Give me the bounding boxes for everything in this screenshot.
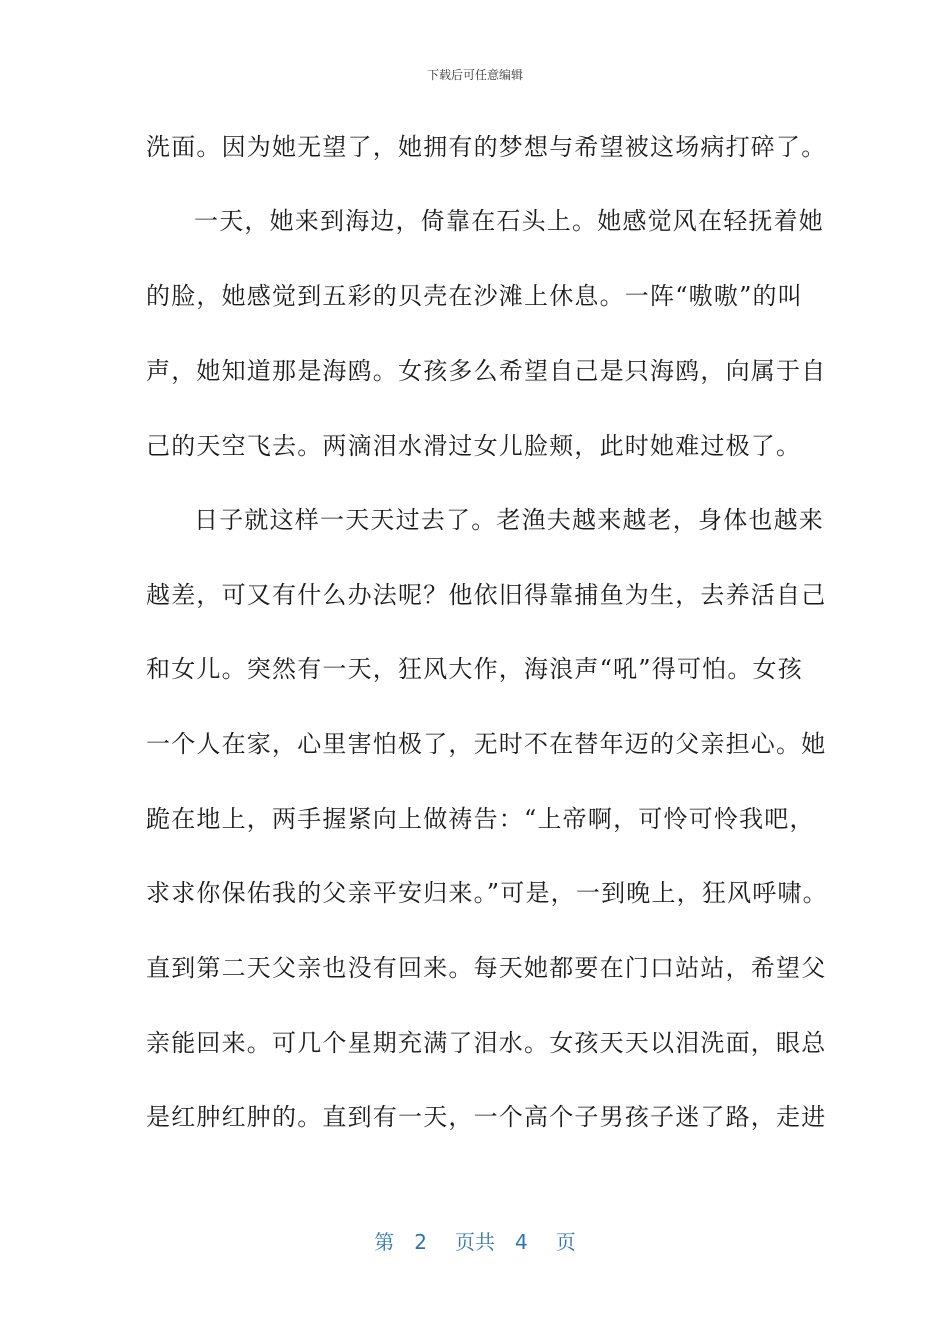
total-page-number: 4 xyxy=(515,1230,528,1254)
page-footer xyxy=(0,1226,950,1255)
page-prefix: 第 xyxy=(374,1230,395,1254)
text-line: 求求你保佑我的父亲平安归来。”可是，一到晚上，狂风呼啸。 xyxy=(146,879,828,907)
text-line: 洗面。因为她无望了，她拥有的梦想与希望被这场病打碎了。 xyxy=(146,133,827,161)
text-line: 己的天空飞去。两滴泪水滑过女儿脸颊，此时她难过极了。 xyxy=(146,432,802,460)
text-line: 直到第二天父亲也没有回来。每天她都要在门口站站，希望父 xyxy=(146,954,827,982)
text-line: 跪在地上，两手握紧向上做祷告：“上帝啊，可怜可怜我吧， xyxy=(146,805,815,833)
text-line: 的脸，她感觉到五彩的贝壳在沙滩上休息。一阵“嗷嗷”的叫 xyxy=(146,282,803,310)
text-line: 越差，可又有什么办法呢？他依旧得靠捕鱼为生，去养活自己 xyxy=(146,581,827,609)
text-line: 是红肿红肿的。直到有一天，一个高个子男孩子迷了路，走进 xyxy=(146,1103,827,1131)
current-page-number: 2 xyxy=(414,1230,427,1254)
text-line: 声，她知道那是海鸥。女孩多么希望自己是只海鸥，向属于自 xyxy=(146,357,827,385)
page-suffix: 页 xyxy=(555,1230,576,1254)
text-line: 亲能回来。可几个星期充满了泪水。女孩天天以泪洗面，眼总 xyxy=(146,1029,827,1057)
page-header: 下载后可任意编辑 xyxy=(426,68,523,82)
text-line: 日子就这样一天天过去了。老渔夫越来越老，身体也越来 xyxy=(194,506,824,534)
text-line: 一个人在家，心里害怕极了，无时不在替年迈的父亲担心。她 xyxy=(146,730,827,758)
page-middle-label: 页共 xyxy=(455,1230,495,1254)
text-line: 一天，她来到海边，倚靠在石头上。她感觉风在轻抚着她 xyxy=(194,207,824,235)
text-line: 和女儿。突然有一天，狂风大作，海浪声“吼”得可怕。女孩 xyxy=(146,655,803,683)
